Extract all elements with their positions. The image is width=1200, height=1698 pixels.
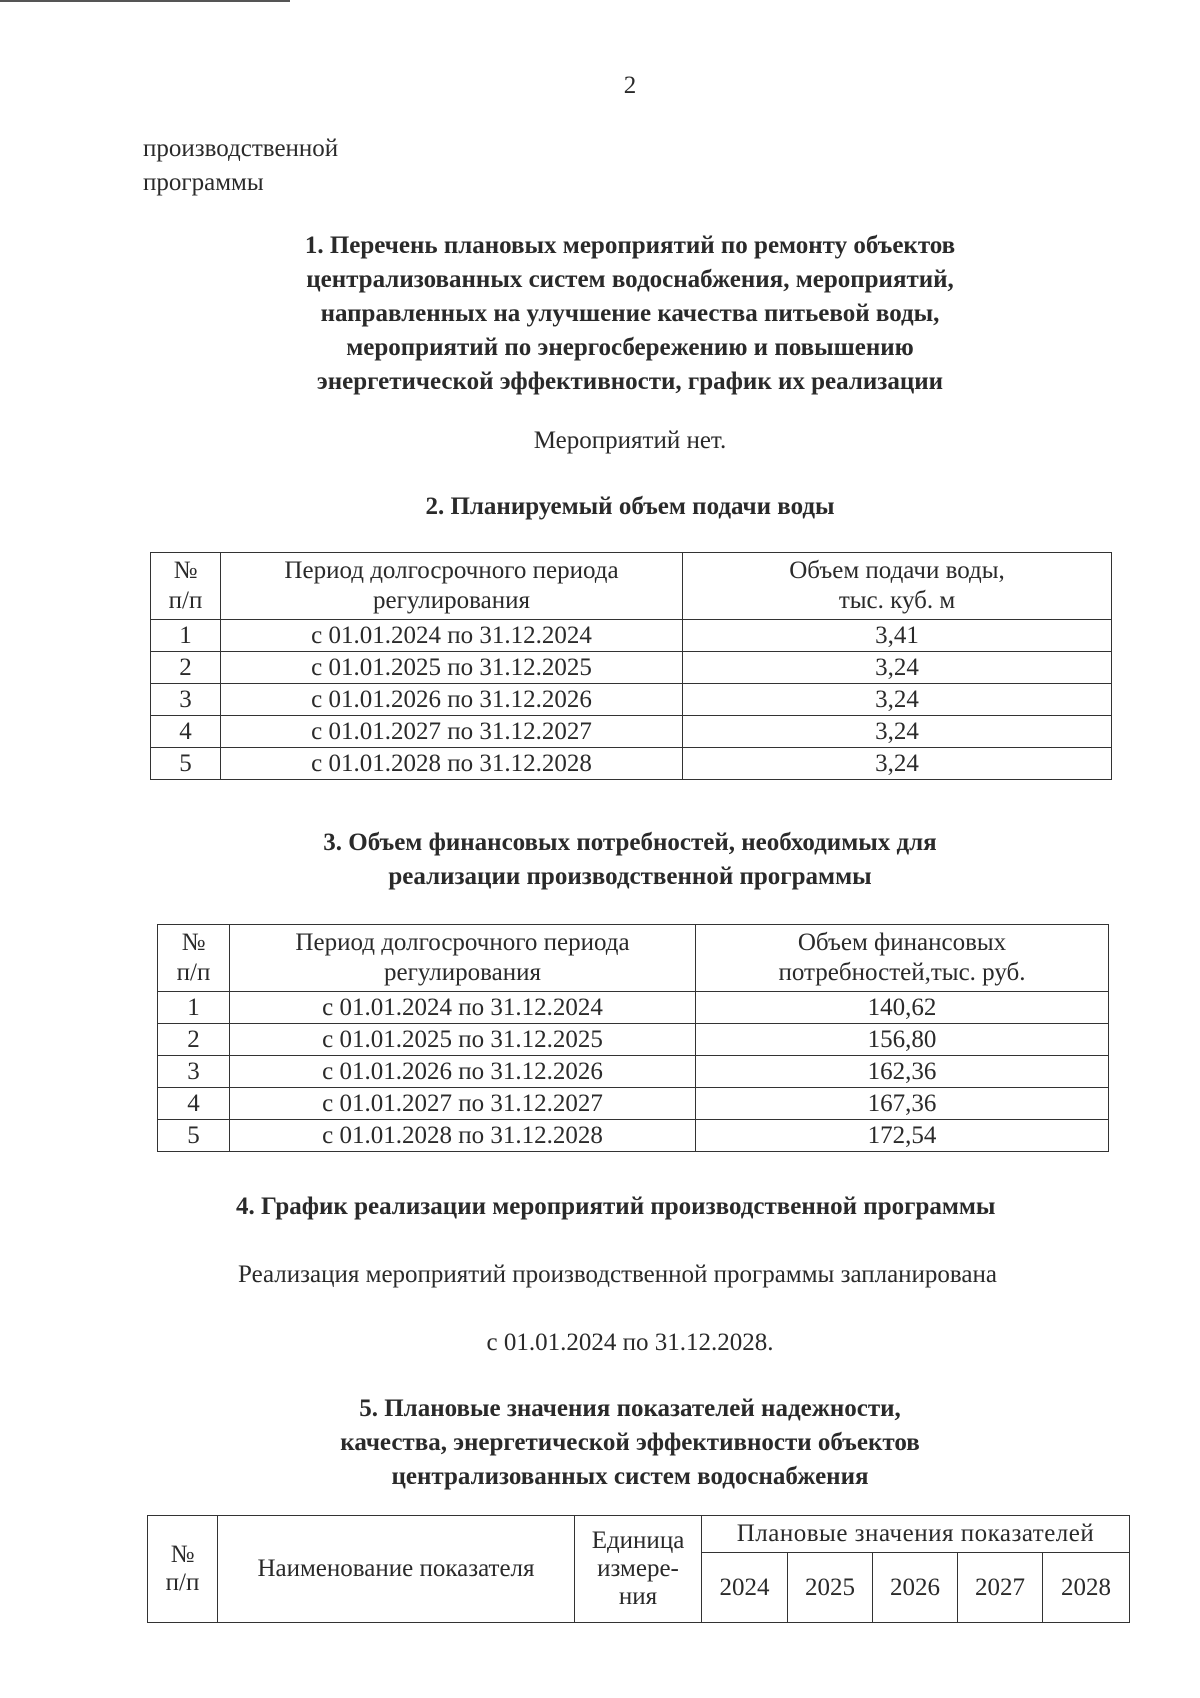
- header-num: № п/п: [151, 553, 221, 620]
- cell-value: 3,24: [683, 684, 1112, 716]
- header-num: № п/п: [148, 1516, 218, 1623]
- cell-value: 167,36: [696, 1088, 1109, 1120]
- cell-period: с 01.01.2025 по 31.12.2025: [221, 652, 683, 684]
- section3-title: [0, 826, 1200, 894]
- section5-title: [0, 1392, 1200, 1494]
- cell-period: с 01.01.2026 по 31.12.2026: [230, 1056, 696, 1088]
- header-period: Период долгосрочного периода регулирования: [230, 925, 696, 992]
- section4-title: 4. График реализации мероприятий производственной программы: [236, 1193, 996, 1220]
- financial-needs-table: [157, 924, 1109, 1152]
- water-supply-table: [150, 552, 1112, 780]
- table-row: [158, 1024, 1109, 1056]
- title-line: 3. Объем финансовых потребностей, необходимых для: [323, 829, 937, 856]
- section2-title: 2. Планируемый объем подачи воды: [425, 493, 835, 520]
- cell-period: с 01.01.2028 по 31.12.2028: [221, 748, 683, 780]
- cell-num: 4: [158, 1088, 230, 1120]
- header-period: Период долгосрочного периода регулирования: [221, 553, 683, 620]
- table-row: [158, 992, 1109, 1024]
- cell-value: 3,24: [683, 748, 1112, 780]
- table-header-row: [158, 925, 1109, 992]
- table-header-row: [148, 1516, 1130, 1553]
- table-row: [158, 1120, 1109, 1152]
- title-line: 5. Плановые значения показателей надежности,: [359, 1395, 901, 1422]
- cell-period: с 01.01.2028 по 31.12.2028: [230, 1120, 696, 1152]
- title-line: энергетической эффективности, график их реализации: [316, 368, 944, 395]
- cell-period: с 01.01.2025 по 31.12.2025: [230, 1024, 696, 1056]
- cell-period: с 01.01.2027 по 31.12.2027: [221, 716, 683, 748]
- title-line: качества, энергетической эффективности объектов: [340, 1429, 920, 1456]
- cell-num: 2: [151, 652, 221, 684]
- table-row: [151, 684, 1112, 716]
- header-line: производственной: [143, 135, 339, 162]
- header-continuation: [143, 132, 338, 200]
- cell-period: с 01.01.2027 по 31.12.2027: [230, 1088, 696, 1120]
- header-value: Объем подачи воды, тыс. куб. м: [683, 553, 1112, 620]
- table-row: [151, 716, 1112, 748]
- title-line: реализации производственной программы: [388, 863, 872, 890]
- cell-period: с 01.01.2026 по 31.12.2026: [221, 684, 683, 716]
- header-unit: Единица измере- ния: [575, 1516, 702, 1623]
- cell-value: 172,54: [696, 1120, 1109, 1152]
- table-row: [151, 620, 1112, 652]
- cell-num: 5: [151, 748, 221, 780]
- header-year: 2026: [873, 1553, 958, 1623]
- header-year: 2027: [958, 1553, 1043, 1623]
- cell-value: 3,41: [683, 620, 1112, 652]
- title-line: 1. Перечень плановых мероприятий по ремонту объектов: [304, 232, 956, 259]
- title-line: централизованных систем водоснабжения, мероприятий,: [306, 266, 954, 293]
- cell-period: с 01.01.2024 по 31.12.2024: [221, 620, 683, 652]
- cell-num: 1: [151, 620, 221, 652]
- page-number: 2: [623, 72, 637, 99]
- header-year: 2028: [1043, 1553, 1130, 1623]
- header-value: Объем финансовых потребностей,тыс. руб.: [696, 925, 1109, 992]
- cell-value: 140,62: [696, 992, 1109, 1024]
- cell-num: 1: [158, 992, 230, 1024]
- cell-num: 3: [151, 684, 221, 716]
- table-header-row: [151, 553, 1112, 620]
- scan-edge-line: [0, 0, 290, 2]
- section4-text-line: Реализация мероприятий производственной программы запланирована: [238, 1261, 997, 1288]
- table-row: [158, 1056, 1109, 1088]
- cell-num: 5: [158, 1120, 230, 1152]
- cell-num: 4: [151, 716, 221, 748]
- header-year: 2025: [788, 1553, 873, 1623]
- cell-value: 156,80: [696, 1024, 1109, 1056]
- cell-value: 3,24: [683, 716, 1112, 748]
- header-indicator-name: Наименование показателя: [218, 1516, 575, 1623]
- cell-value: 3,24: [683, 652, 1112, 684]
- section1-note: Мероприятий нет.: [533, 427, 727, 454]
- title-line: мероприятий по энергосбережению и повышению: [346, 334, 914, 361]
- title-line: централизованных систем водоснабжения: [391, 1463, 869, 1490]
- header-line: программы: [143, 169, 264, 196]
- cell-period: с 01.01.2024 по 31.12.2024: [230, 992, 696, 1024]
- table-row: [158, 1088, 1109, 1120]
- table-row: [151, 652, 1112, 684]
- title-line: направленных на улучшение качества питьевой воды,: [320, 300, 940, 327]
- cell-num: 2: [158, 1024, 230, 1056]
- section1-title: [0, 229, 1200, 399]
- section4-text-line: с 01.01.2024 по 31.12.2028.: [486, 1329, 774, 1356]
- header-year: 2024: [702, 1553, 788, 1623]
- cell-value: 162,36: [696, 1056, 1109, 1088]
- cell-num: 3: [158, 1056, 230, 1088]
- header-plan-values: Плановые значения показателей: [702, 1516, 1130, 1553]
- header-num: № п/п: [158, 925, 230, 992]
- indicators-table: [147, 1515, 1130, 1623]
- table-row: [151, 748, 1112, 780]
